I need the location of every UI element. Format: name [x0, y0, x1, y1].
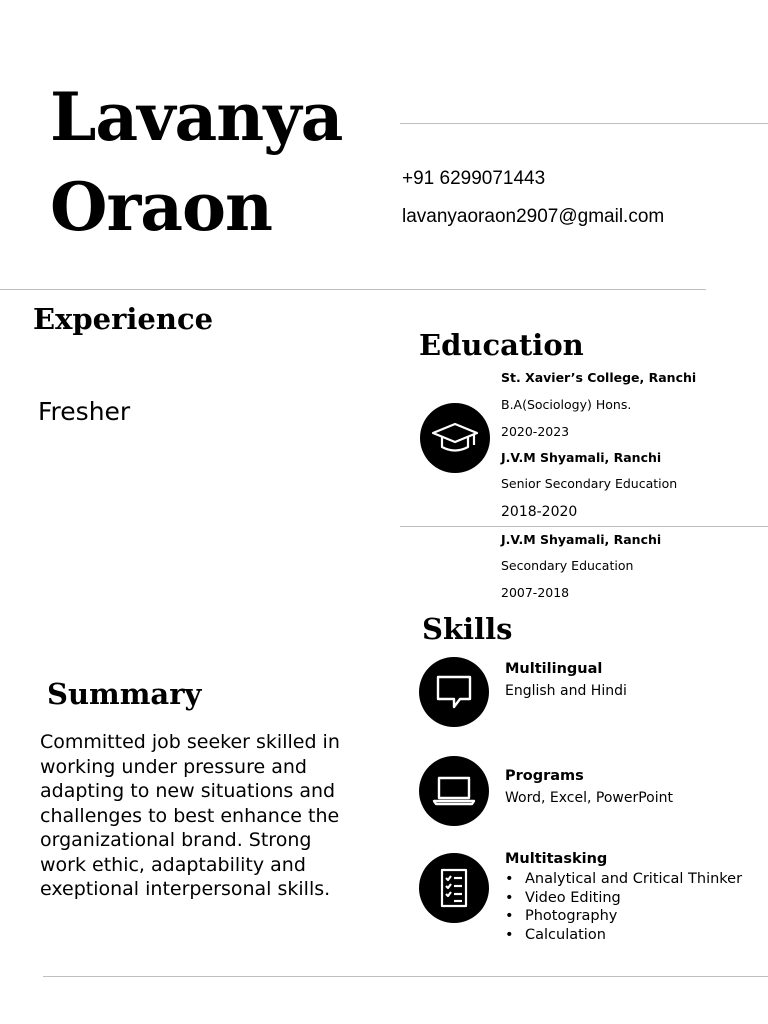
summary-heading: Summary — [47, 677, 202, 711]
email-address: lavanyaoraon2907@gmail.com — [402, 206, 665, 227]
skills-heading: Skills — [422, 612, 513, 646]
education-years-3: 2007-2018 — [501, 585, 570, 600]
education-school-1: St. Xavier’s College, Ranchi — [501, 370, 697, 385]
skill-title-multilingual: Multilingual — [505, 661, 603, 677]
summary-text: Committed job seeker skilled in working under pressure and adapting to new situations and challenges to best enhance the organizational brand. Strong work ethic, adaptability and exeptional interpersonal skills. — [40, 731, 340, 900]
education-years-2: 2018-2020 — [501, 504, 578, 520]
education-years-1: 2020-2023 — [501, 424, 570, 439]
checklist-icon — [419, 853, 489, 923]
education-divider — [400, 526, 768, 527]
list-item: • Photography — [505, 907, 742, 926]
laptop-icon — [419, 756, 489, 826]
skill-detail-programs: Word, Excel, PowerPoint — [505, 790, 673, 806]
skill-title-programs: Programs — [505, 768, 584, 784]
education-heading: Education — [419, 328, 584, 362]
education-degree-2: Senior Secondary Education — [501, 476, 678, 491]
graduation-cap-icon — [420, 403, 490, 473]
footer-divider — [43, 976, 768, 977]
list-item: • Analytical and Critical Thinker — [505, 870, 742, 889]
phone-number: +91 6299071443 — [402, 168, 546, 189]
education-degree-3: Secondary Education — [501, 558, 634, 573]
experience-value: Fresher — [38, 397, 131, 426]
experience-heading: Experience — [33, 302, 214, 336]
skill-detail-multilingual: English and Hindi — [505, 683, 627, 699]
section-divider — [0, 289, 706, 290]
header-divider — [400, 123, 768, 124]
education-degree-1: B.A(Sociology) Hons. — [501, 397, 632, 412]
list-item: • Video Editing — [505, 889, 742, 908]
chat-bubble-icon — [419, 657, 489, 727]
skill-title-multitasking: Multitasking — [505, 851, 608, 867]
education-school-2: J.V.M Shyamali, Ranchi — [501, 450, 662, 465]
education-school-3: J.V.M Shyamali, Ranchi — [501, 532, 662, 547]
multitasking-bullet-list — [505, 870, 742, 944]
first-name: Lavanya — [50, 78, 343, 156]
last-name: Oraon — [50, 168, 273, 246]
list-item: • Calculation — [505, 926, 742, 945]
